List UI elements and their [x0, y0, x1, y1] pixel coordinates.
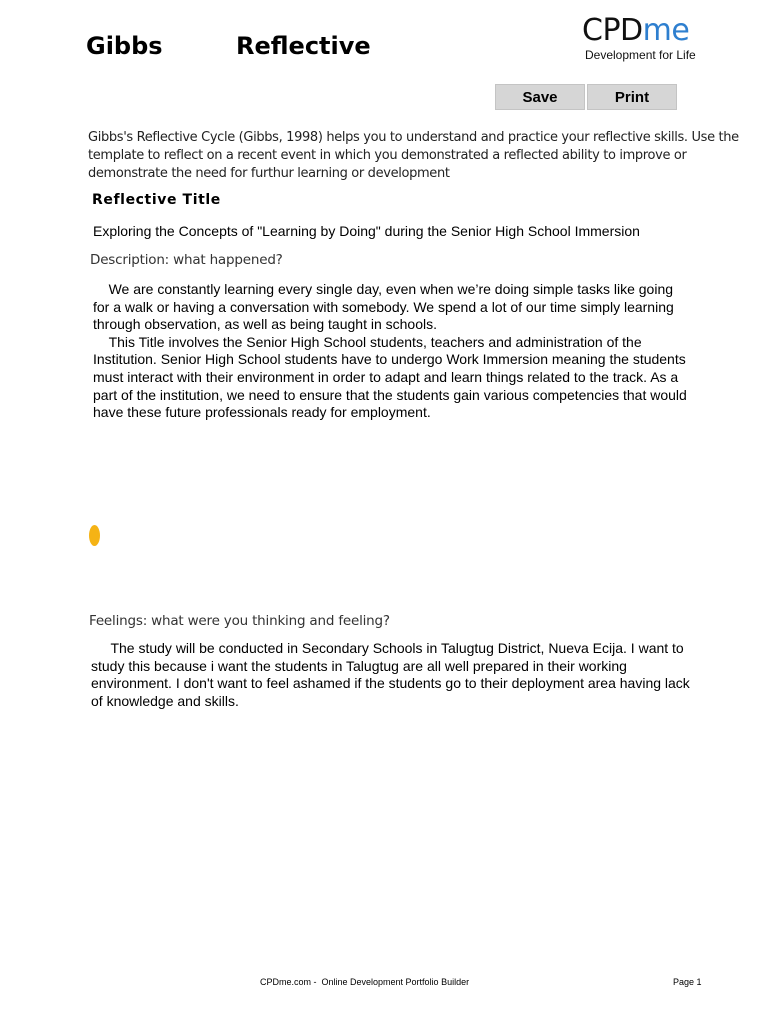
footer-page-number: Page 1 [673, 977, 702, 987]
logo-tagline: Development for Life [585, 48, 696, 62]
feelings-text[interactable] [91, 640, 701, 710]
save-button[interactable]: Save [495, 84, 585, 110]
reflective-title-label: Reflective Title [92, 192, 221, 208]
description-text[interactable] [93, 281, 693, 422]
title-word-gibbs: Gibbs [86, 32, 163, 60]
description-paragraph-2: This Title involves the Senior High School students, teachers and administration of the Institution. Senior High School students have to undergo Work Immersion meaning the students must interact with their environment in order to adapt and learn things related to the track. As a part of the institution, we need to ensure that the students gain various competencies that would have these future professionals ready for employment. [93, 333, 691, 421]
cursor-marker-dot [89, 525, 100, 546]
description-paragraph-1: We are constantly learning every single day, even when we’re doing simple tasks like going for a walk or having a conversation with somebody. We spend a lot of our time simply learning through observation, as well as being taught in schools. [93, 281, 678, 333]
print-button[interactable]: Print [587, 84, 677, 110]
feelings-paragraph: The study will be conducted in Secondary Schools in Talugtug District, Nueva Ecija. I want to study this because i want the students in Talugtug are all well prepared in their working environment. I don't want to feel ashamed if the students go to their deployment area having lack of knowledge and skills. [91, 640, 694, 709]
logo-wordmark-me: me [642, 13, 690, 48]
toolbar [495, 84, 677, 110]
cpdme-logo [582, 14, 722, 62]
footer-site-text: CPDme.com - Online Development Portfolio Builder [260, 977, 470, 987]
intro-text: Gibbs's Reflective Cycle (Gibbs, 1998) helps you to understand and practice your reflective skills. Use the template to reflect on a recent event in which you demonstrated a reflected ability to improve or demonstrate the need for furthur learning or development [88, 130, 739, 181]
reflective-title-value[interactable]: Exploring the Concepts of "Learning by Doing" during the Senior High School Immersion [93, 223, 640, 239]
description-heading: Description: what happened? [90, 252, 283, 268]
title-word-reflective: Reflective [236, 32, 371, 60]
logo-wordmark [582, 14, 722, 48]
feelings-heading: Feelings: what were you thinking and feeling? [89, 613, 390, 629]
logo-wordmark-cpd: CPD [582, 13, 643, 48]
